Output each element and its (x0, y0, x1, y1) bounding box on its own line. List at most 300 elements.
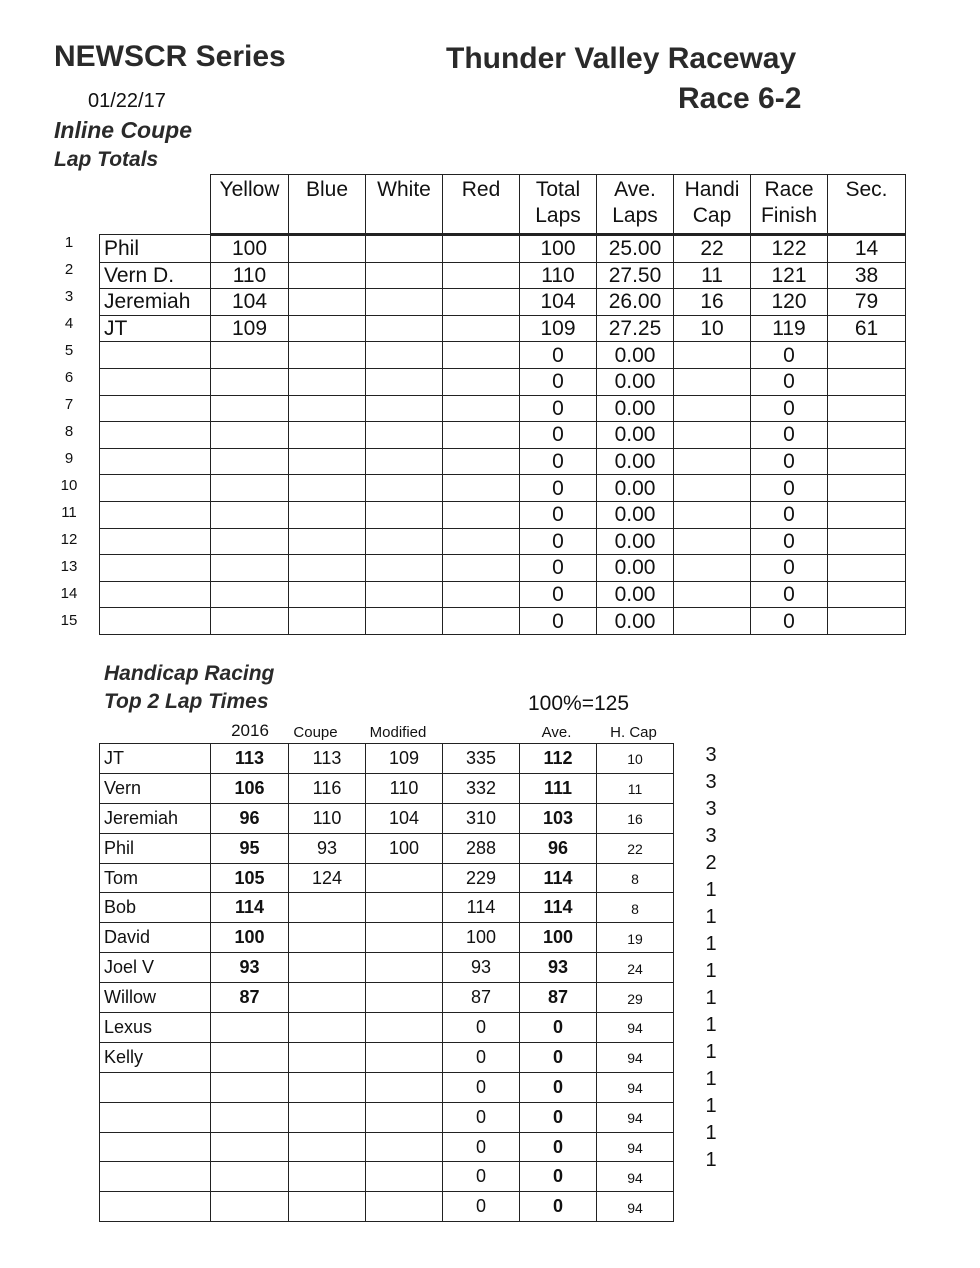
cell-handicap (674, 395, 751, 422)
cell-sum: 288 (443, 833, 520, 863)
lap-table-row (100, 368, 906, 395)
cell-handicap: 11 (674, 262, 751, 289)
cell-hcap: 10 (597, 744, 674, 774)
entry-count: 1 (705, 960, 717, 982)
entry-count: 1 (705, 933, 717, 955)
cell-modified (366, 1162, 443, 1192)
cell-y2016: 105 (211, 863, 289, 893)
cell-ave: 103 (520, 803, 597, 833)
cell-white (366, 422, 443, 449)
cell-modified (366, 1013, 443, 1043)
entry-count: 1 (705, 1041, 717, 1063)
cell-handicap (674, 368, 751, 395)
cell-name (100, 395, 211, 422)
cell-blue (289, 342, 366, 369)
cell-white (366, 368, 443, 395)
cell-modified (366, 1072, 443, 1102)
lap-table-row (100, 448, 906, 475)
cell-sum: 335 (443, 744, 520, 774)
cell-sum: 310 (443, 803, 520, 833)
cell-blue (289, 448, 366, 475)
cell-red (443, 475, 520, 502)
cell-name: Lexus (100, 1013, 211, 1043)
cell-sum: 0 (443, 1072, 520, 1102)
cell-y2016 (211, 1042, 289, 1072)
handicap-row (100, 1013, 674, 1043)
cell-ave: 0 (520, 1042, 597, 1072)
cell-y2016: 106 (211, 773, 289, 803)
cell-sec (828, 448, 906, 475)
row-number: 7 (64, 396, 74, 413)
cell-hcap: 8 (597, 893, 674, 923)
cell-modified (366, 983, 443, 1013)
lap-table-row (100, 581, 906, 608)
cell-ave: 0.00 (597, 368, 674, 395)
cell-white (366, 528, 443, 555)
cell-ave: 0.00 (597, 448, 674, 475)
class-title: Inline Coupe (54, 117, 192, 143)
cell-hcap: 16 (597, 803, 674, 833)
entry-count: 1 (705, 906, 717, 928)
cell-finish: 0 (751, 555, 828, 582)
header-race-finish: Race Finish (751, 175, 828, 235)
cell-sum: 0 (443, 1192, 520, 1222)
entry-count: 1 (705, 1095, 717, 1117)
lap-table-row (100, 555, 906, 582)
cell-name: Vern (100, 773, 211, 803)
cell-modified (366, 1192, 443, 1222)
cell-coupe (289, 1013, 366, 1043)
race-title: Race 6-2 (678, 82, 802, 115)
cell-red (443, 368, 520, 395)
cell-coupe (289, 983, 366, 1013)
handicap-row (100, 893, 674, 923)
header-coupe: Coupe (293, 724, 338, 741)
cell-ave: 0.00 (597, 581, 674, 608)
cell-blue (289, 262, 366, 289)
cell-finish: 0 (751, 528, 828, 555)
handicap-row (100, 773, 674, 803)
cell-white (366, 475, 443, 502)
cell-ave: 0.00 (597, 555, 674, 582)
cell-white (366, 501, 443, 528)
cell-name: Tom (100, 863, 211, 893)
cell-yellow (211, 342, 289, 369)
cell-yellow: 110 (211, 262, 289, 289)
cell-coupe: 113 (289, 744, 366, 774)
cell-hcap: 22 (597, 833, 674, 863)
cell-ave: 27.50 (597, 262, 674, 289)
cell-hcap: 94 (597, 1192, 674, 1222)
cell-sec (828, 555, 906, 582)
cell-red (443, 608, 520, 635)
handicap-row (100, 1132, 674, 1162)
cell-finish: 0 (751, 342, 828, 369)
cell-ave: 0 (520, 1162, 597, 1192)
cell-y2016: 87 (211, 983, 289, 1013)
cell-white (366, 342, 443, 369)
cell-sec (828, 422, 906, 449)
cell-blue (289, 315, 366, 342)
series-title: NEWSCR Series (54, 40, 286, 73)
cell-red (443, 555, 520, 582)
cell-name (100, 475, 211, 502)
cell-name: Jeremiah (100, 289, 211, 316)
cell-finish: 0 (751, 422, 828, 449)
cell-ave: 26.00 (597, 289, 674, 316)
cell-white (366, 289, 443, 316)
cell-red (443, 342, 520, 369)
cell-coupe (289, 1132, 366, 1162)
cell-ave: 0.00 (597, 501, 674, 528)
cell-ave: 0 (520, 1102, 597, 1132)
cell-name: JT (100, 315, 211, 342)
lap-table-header (100, 175, 906, 235)
cell-sum: 229 (443, 863, 520, 893)
handicap-row (100, 923, 674, 953)
row-number: 14 (60, 585, 78, 602)
cell-name (100, 1162, 211, 1192)
cell-finish: 0 (751, 475, 828, 502)
cell-finish: 120 (751, 289, 828, 316)
cell-name (100, 501, 211, 528)
cell-yellow (211, 422, 289, 449)
cell-ave: 114 (520, 893, 597, 923)
cell-handicap (674, 422, 751, 449)
header-ave-laps: Ave. Laps (597, 175, 674, 235)
cell-finish: 122 (751, 235, 828, 263)
cell-sec: 79 (828, 289, 906, 316)
cell-y2016 (211, 1102, 289, 1132)
cell-modified (366, 893, 443, 923)
cell-yellow (211, 475, 289, 502)
cell-total: 104 (520, 289, 597, 316)
cell-blue (289, 581, 366, 608)
cell-white (366, 395, 443, 422)
handicap-title: Handicap Racing (104, 662, 275, 685)
cell-red (443, 528, 520, 555)
cell-name (100, 608, 211, 635)
cell-y2016: 96 (211, 803, 289, 833)
cell-sec (828, 368, 906, 395)
cell-y2016 (211, 1192, 289, 1222)
cell-ave: 0.00 (597, 342, 674, 369)
entry-count: 1 (705, 1122, 717, 1144)
lap-table-row (100, 342, 906, 369)
top2-title: Top 2 Lap Times (104, 690, 269, 713)
cell-ave: 0.00 (597, 422, 674, 449)
header-white: White (366, 175, 443, 235)
cell-hcap: 8 (597, 863, 674, 893)
cell-total: 0 (520, 422, 597, 449)
cell-name (100, 448, 211, 475)
header-sec: Sec. (828, 175, 906, 235)
cell-sec (828, 475, 906, 502)
cell-sec (828, 501, 906, 528)
cell-sum: 100 (443, 923, 520, 953)
lap-totals-title: Lap Totals (54, 148, 159, 171)
cell-modified (366, 1132, 443, 1162)
header-handicap: Handi Cap (674, 175, 751, 235)
race-date: 01/22/17 (88, 90, 166, 112)
track-title: Thunder Valley Raceway (446, 42, 797, 75)
cell-yellow (211, 368, 289, 395)
cell-coupe (289, 923, 366, 953)
row-number: 8 (64, 423, 74, 440)
row-number: 6 (64, 369, 74, 386)
handicap-row (100, 953, 674, 983)
cell-sec (828, 395, 906, 422)
cell-yellow (211, 608, 289, 635)
cell-total: 0 (520, 368, 597, 395)
header-yellow: Yellow (211, 175, 289, 235)
cell-total: 100 (520, 235, 597, 263)
cell-ave: 111 (520, 773, 597, 803)
cell-total: 0 (520, 448, 597, 475)
cell-finish: 119 (751, 315, 828, 342)
lap-table-row (100, 528, 906, 555)
handicap-row (100, 1192, 674, 1222)
cell-blue (289, 395, 366, 422)
cell-hcap: 94 (597, 1102, 674, 1132)
cell-total: 0 (520, 342, 597, 369)
cell-ave: 25.00 (597, 235, 674, 263)
row-number: 1 (64, 234, 74, 251)
cell-y2016: 93 (211, 953, 289, 983)
cell-yellow: 100 (211, 235, 289, 263)
cell-coupe: 116 (289, 773, 366, 803)
row-number: 11 (61, 504, 77, 521)
cell-hcap: 94 (597, 1132, 674, 1162)
cell-ave: 100 (520, 923, 597, 953)
cell-hcap: 11 (597, 773, 674, 803)
row-number: 15 (60, 612, 78, 629)
cell-yellow (211, 448, 289, 475)
cell-name (100, 422, 211, 449)
cell-y2016: 113 (211, 744, 289, 774)
cell-finish: 0 (751, 368, 828, 395)
cell-sum: 0 (443, 1013, 520, 1043)
cell-total: 0 (520, 555, 597, 582)
cell-hcap: 24 (597, 953, 674, 983)
cell-sec (828, 342, 906, 369)
cell-sec: 14 (828, 235, 906, 263)
cell-modified: 100 (366, 833, 443, 863)
cell-y2016: 100 (211, 923, 289, 953)
cell-modified: 110 (366, 773, 443, 803)
cell-y2016: 114 (211, 893, 289, 923)
entry-count: 3 (705, 744, 717, 766)
cell-name: Jeremiah (100, 803, 211, 833)
cell-hcap: 29 (597, 983, 674, 1013)
cell-blue (289, 235, 366, 263)
cell-red (443, 581, 520, 608)
cell-handicap (674, 555, 751, 582)
lap-table-row (100, 501, 906, 528)
cell-name: Kelly (100, 1042, 211, 1072)
cell-white (366, 315, 443, 342)
cell-handicap (674, 342, 751, 369)
cell-blue (289, 501, 366, 528)
header-ave: Ave. (541, 724, 572, 741)
cell-name: Phil (100, 235, 211, 263)
cell-ave: 0.00 (597, 395, 674, 422)
cell-ave: 0 (520, 1132, 597, 1162)
cell-total: 0 (520, 501, 597, 528)
cell-sum: 332 (443, 773, 520, 803)
row-number: 9 (64, 450, 74, 467)
cell-sec (828, 528, 906, 555)
header-2016: 2016 (231, 721, 269, 740)
cell-coupe (289, 893, 366, 923)
cell-finish: 0 (751, 448, 828, 475)
row-number: 2 (64, 261, 74, 278)
cell-name (100, 528, 211, 555)
cell-blue (289, 422, 366, 449)
handicap-table (99, 743, 674, 1222)
cell-coupe (289, 1102, 366, 1132)
cell-ave: 0.00 (597, 475, 674, 502)
cell-blue (289, 555, 366, 582)
cell-sec: 38 (828, 262, 906, 289)
cell-name (100, 555, 211, 582)
row-number: 12 (60, 531, 78, 548)
cell-yellow: 104 (211, 289, 289, 316)
cell-ave: 87 (520, 983, 597, 1013)
header-modified: Modified (369, 724, 427, 741)
lap-table-row (100, 315, 906, 342)
lap-totals-table (99, 174, 906, 635)
cell-coupe (289, 1072, 366, 1102)
cell-sum: 0 (443, 1042, 520, 1072)
cell-hcap: 19 (597, 923, 674, 953)
cell-handicap (674, 581, 751, 608)
cell-name: Bob (100, 893, 211, 923)
cell-yellow (211, 581, 289, 608)
cell-coupe (289, 1162, 366, 1192)
cell-modified: 109 (366, 744, 443, 774)
cell-coupe (289, 953, 366, 983)
row-number: 10 (60, 477, 78, 494)
cell-white (366, 555, 443, 582)
cell-ave: 0.00 (597, 528, 674, 555)
header-blank (100, 175, 211, 235)
entry-count: 1 (705, 987, 717, 1009)
cell-hcap: 94 (597, 1162, 674, 1192)
cell-red (443, 395, 520, 422)
cell-white (366, 262, 443, 289)
cell-yellow (211, 555, 289, 582)
entry-count: 1 (705, 879, 717, 901)
cell-white (366, 235, 443, 263)
cell-ave: 96 (520, 833, 597, 863)
cell-total: 109 (520, 315, 597, 342)
entry-count: 2 (705, 852, 717, 874)
cell-sec: 61 (828, 315, 906, 342)
cell-red (443, 289, 520, 316)
cell-coupe: 110 (289, 803, 366, 833)
handicap-row (100, 1102, 674, 1132)
cell-name (100, 581, 211, 608)
cell-total: 0 (520, 475, 597, 502)
handicap-row (100, 1162, 674, 1192)
cell-blue (289, 368, 366, 395)
cell-name: Vern D. (100, 262, 211, 289)
cell-hcap: 94 (597, 1072, 674, 1102)
cell-name (100, 1102, 211, 1132)
cell-name (100, 1072, 211, 1102)
cell-modified (366, 953, 443, 983)
lap-table-row (100, 475, 906, 502)
cell-red (443, 448, 520, 475)
lap-table-row (100, 422, 906, 449)
cell-sum: 87 (443, 983, 520, 1013)
cell-total: 110 (520, 262, 597, 289)
cell-white (366, 448, 443, 475)
handicap-row (100, 983, 674, 1013)
lap-table-row (100, 395, 906, 422)
cell-finish: 0 (751, 608, 828, 635)
cell-ave: 0 (520, 1072, 597, 1102)
header-total-laps: Total Laps (520, 175, 597, 235)
cell-y2016 (211, 1013, 289, 1043)
cell-hcap: 94 (597, 1042, 674, 1072)
cell-name: Willow (100, 983, 211, 1013)
cell-modified: 104 (366, 803, 443, 833)
cell-total: 0 (520, 395, 597, 422)
cell-modified (366, 923, 443, 953)
entry-count: 1 (705, 1068, 717, 1090)
handicap-row (100, 833, 674, 863)
cell-red (443, 315, 520, 342)
lap-table-row (100, 608, 906, 635)
cell-red (443, 235, 520, 263)
cell-blue (289, 608, 366, 635)
cell-coupe: 124 (289, 863, 366, 893)
row-number: 5 (64, 342, 74, 359)
cell-red (443, 422, 520, 449)
handicap-row (100, 744, 674, 774)
cell-total: 0 (520, 581, 597, 608)
cell-ave: 0 (520, 1192, 597, 1222)
cell-modified (366, 1102, 443, 1132)
cell-total: 0 (520, 608, 597, 635)
cell-white (366, 581, 443, 608)
cell-finish: 121 (751, 262, 828, 289)
cell-ave: 0 (520, 1013, 597, 1043)
cell-sum: 93 (443, 953, 520, 983)
cell-name (100, 342, 211, 369)
cell-y2016 (211, 1132, 289, 1162)
cell-name: JT (100, 744, 211, 774)
cell-y2016 (211, 1162, 289, 1192)
cell-coupe (289, 1192, 366, 1222)
cell-modified (366, 1042, 443, 1072)
cell-sec (828, 581, 906, 608)
cell-blue (289, 475, 366, 502)
header-hcap: H. Cap (610, 724, 657, 741)
cell-yellow (211, 528, 289, 555)
cell-handicap: 10 (674, 315, 751, 342)
cell-coupe (289, 1042, 366, 1072)
cell-sum: 0 (443, 1102, 520, 1132)
header-blue: Blue (289, 175, 366, 235)
cell-ave: 93 (520, 953, 597, 983)
lap-table-row (100, 235, 906, 263)
cell-handicap (674, 501, 751, 528)
cell-sum: 0 (443, 1132, 520, 1162)
row-number: 3 (64, 288, 74, 305)
